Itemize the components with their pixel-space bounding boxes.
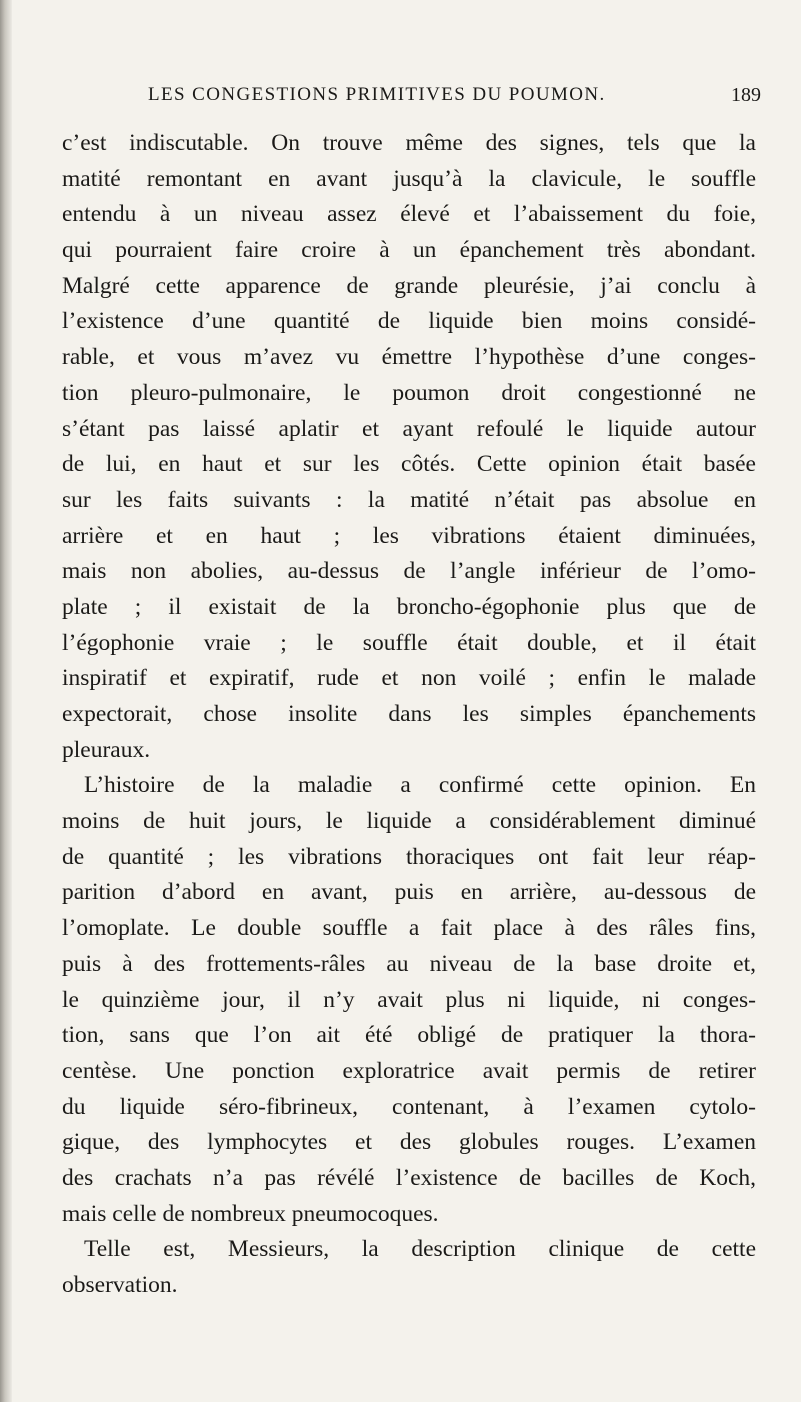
text-line: du liquide séro-fibrineux, contenant, à l’examen cytolo- xyxy=(62,1093,756,1120)
text-line: matité remontant en avant jusqu’à la clavicule, le souffle xyxy=(62,165,756,192)
paragraph-end-line: pleuraux. xyxy=(62,736,151,763)
text-line: centèse. Une ponction exploratrice avait permis de retirer xyxy=(62,1057,756,1084)
text-line: l’égophonie vraie ; le souffle était double, et il était xyxy=(62,629,756,656)
text-line: tion pleuro-pulmonaire, le poumon droit congestionné ne xyxy=(62,379,756,406)
paragraph-start-line: Telle est, Messieurs, la description clinique de cette xyxy=(84,1236,756,1263)
binding-edge-shadow xyxy=(0,0,12,1402)
paragraph-end-line: observation. xyxy=(62,1272,178,1298)
text-line: inspiratif et expiratif, rude et non voilé ; enfin le malade xyxy=(62,665,756,692)
text-line: s’étant pas laissé aplatir et ayant refoulé le liquide autour xyxy=(62,415,756,442)
text-line: de quantité ; les vibrations thoraciques ont fait leur réap- xyxy=(62,843,756,870)
text-line: l’existence d’une quantité de liquide bien moins considé- xyxy=(62,308,756,335)
text-line: c’est indiscutable. On trouve même des signes, tels que la xyxy=(62,130,756,156)
text-line: des crachats n’a pas révélé l’existence de bacilles de Koch, xyxy=(62,1164,756,1191)
text-line: de lui, en haut et sur les côtés. Cette opinion était basée xyxy=(62,451,756,478)
body-text xyxy=(62,126,756,1304)
text-line: entendu à un niveau assez élevé et l’abaissement du foie, xyxy=(62,201,756,228)
running-title: LES CONGESTIONS PRIMITIVES DU POUMON. xyxy=(148,84,606,105)
text-line: mais non abolies, au-dessus de l’angle inférieur de l’omo- xyxy=(62,558,756,585)
text-line: expectorait, chose insolite dans les simples épanchements xyxy=(62,701,756,727)
text-line: Malgré cette apparence de grande pleurésie, j’ai conclu à xyxy=(62,272,756,299)
text-line: tion, sans que l’on ait été obligé de pratiquer la thora- xyxy=(62,1022,756,1049)
text-line: moins de huit jours, le liquide a considérablement diminué xyxy=(62,808,756,835)
page-number: 189 xyxy=(731,84,761,106)
text-line: rable, et vous m’avez vu émettre l’hypothèse d’une conges- xyxy=(62,344,756,371)
paragraph-start-line: L’histoire de la maladie a confirmé cette opinion. En xyxy=(84,772,756,799)
text-line: sur les faits suivants : la matité n’était pas absolue en xyxy=(62,486,756,513)
text-line: puis à des frottements-râles au niveau de la base droite et, xyxy=(62,950,756,977)
text-line: l’omoplate. Le double souffle a fait place à des râles fins, xyxy=(62,915,756,942)
text-line: qui pourraient faire croire à un épanchement très abondant. xyxy=(62,237,756,264)
paragraph-end-line: mais celle de nombreux pneumocoques. xyxy=(62,1200,439,1227)
text-line: arrière et en haut ; les vibrations étaient diminuées, xyxy=(62,522,756,549)
text-line: parition d’abord en avant, puis en arrière, au-dessous de xyxy=(62,879,756,906)
text-line: le quinzième jour, il n’y avait plus ni liquide, ni conges- xyxy=(62,986,756,1013)
text-line: gique, des lymphocytes et des globules rouges. L’examen xyxy=(62,1129,756,1156)
text-line: plate ; il existait de la broncho-égophonie plus que de xyxy=(62,593,756,620)
